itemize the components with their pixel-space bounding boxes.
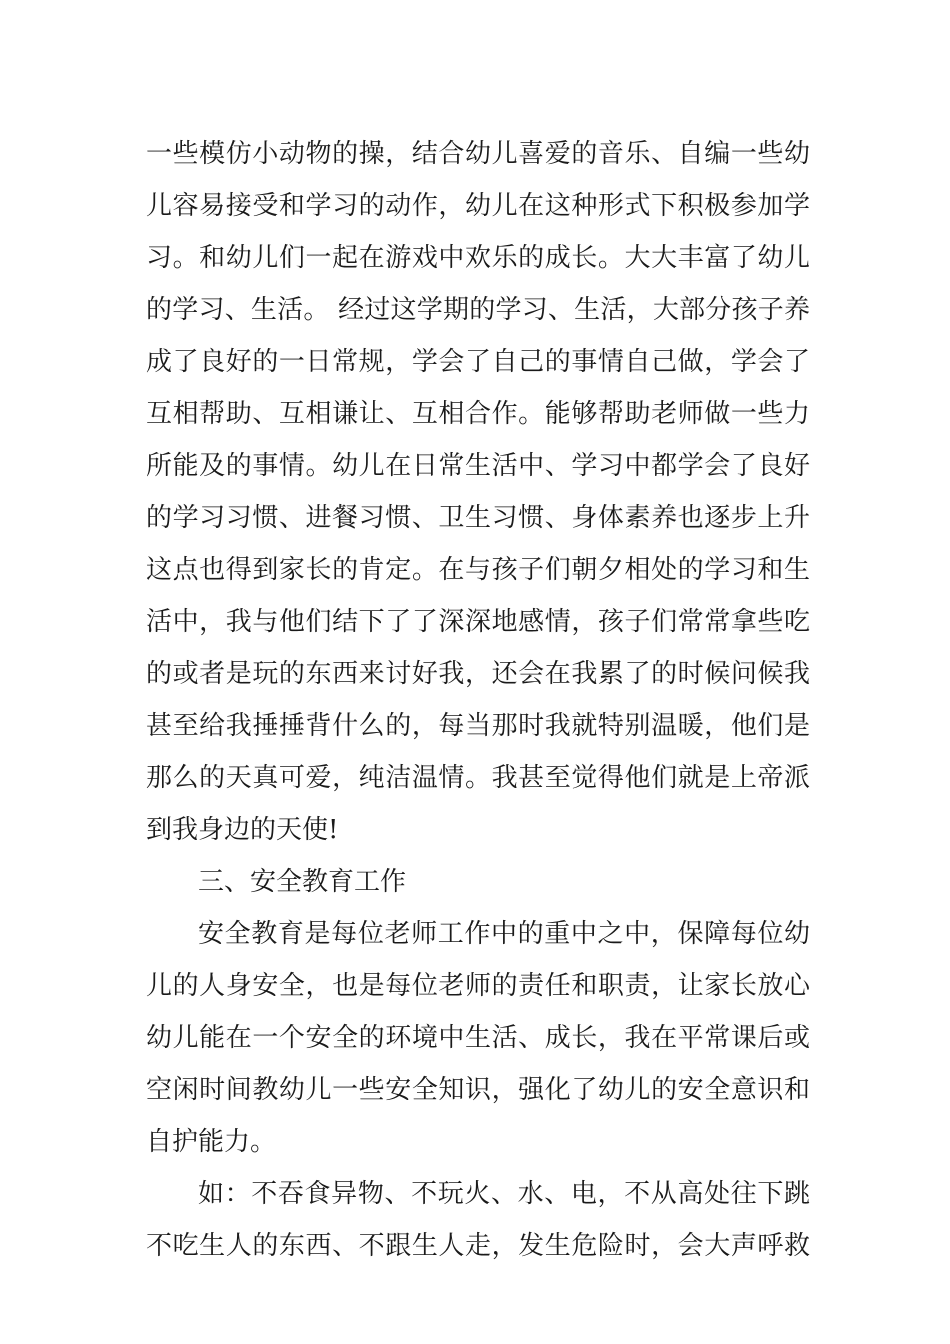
text-line-13: 那么的天真可爱，纯洁温情。我甚至觉得他们就是上帝派: [146, 763, 810, 793]
text-line-18: 幼儿能在一个安全的环境中生活、成长，我在平常课后或: [146, 1023, 810, 1053]
text-line-6: 互相帮助、互相谦让、互相合作。能够帮助老师做一些力: [146, 399, 810, 429]
text-line-20: 自护能力。: [146, 1127, 277, 1157]
text-line-16: 安全教育是每位老师工作中的重中之中，保障每位幼: [198, 919, 810, 949]
text-line-17: 儿的人身安全，也是每位老师的责任和职责，让家长放心: [146, 971, 810, 1001]
text-line-3: 习。和幼儿们一起在游戏中欢乐的成长。大大丰富了幼儿: [146, 243, 810, 273]
text-line-8: 的学习习惯、进餐习惯、卫生习惯、身体素养也逐步上升: [146, 503, 810, 533]
section-heading: 三、安全教育工作: [198, 867, 407, 897]
text-line-9: 这点也得到家长的肯定。在与孩子们朝夕相处的学习和生: [146, 555, 810, 585]
text-line-21: 如：不吞食异物、不玩火、水、电，不从高处往下跳: [198, 1179, 810, 1209]
text-line-4: 的学习、生活。 经过这学期的学习、生活，大部分孩子养: [146, 295, 810, 325]
text-line-12: 甚至给我捶捶背什么的，每当那时我就特别温暖，他们是: [146, 711, 810, 741]
text-line-14: 到我身边的天使!: [146, 815, 339, 845]
text-line-10: 活中，我与他们结下了了深深地感情，孩子们常常拿些吃: [146, 607, 810, 637]
text-line-5: 成了良好的一日常规，学会了自己的事情自己做，学会了: [146, 347, 810, 377]
text-line-11: 的或者是玩的东西来讨好我，还会在我累了的时候问候我: [146, 659, 810, 689]
text-line-19: 空闲时间教幼儿一些安全知识，强化了幼儿的安全意识和: [146, 1075, 810, 1105]
text-line-1: 一些模仿小动物的操，结合幼儿喜爱的音乐、自编一些幼: [146, 139, 810, 169]
text-line-2: 儿容易接受和学习的动作，幼儿在这种形式下积极参加学: [146, 191, 810, 221]
text-line-22: 不吃生人的东西、不跟生人走，发生危险时，会大声呼救: [146, 1231, 810, 1261]
text-line-7: 所能及的事情。幼儿在日常生活中、学习中都学会了良好: [146, 451, 810, 481]
body-text: [146, 128, 810, 1272]
